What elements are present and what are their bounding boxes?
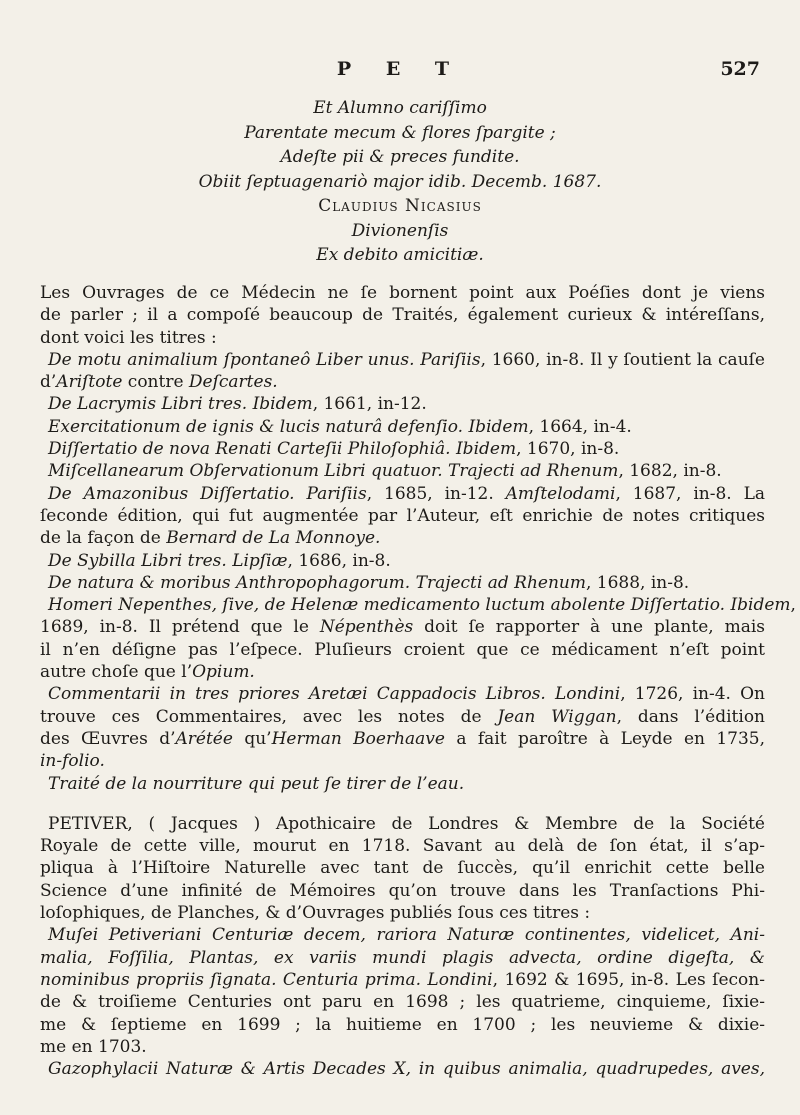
text-span: des Œuvres d’	[40, 728, 176, 749]
entry-title: Commentarii in tres priores Aretæi Cappadocis Libros. Londini	[48, 684, 621, 705]
text-span: d’	[40, 372, 57, 393]
text-line	[40, 661, 765, 683]
running-head: P E T	[336, 58, 464, 80]
bibliography-entry	[40, 349, 765, 371]
entry-details: , 1687, in-8. La	[615, 483, 765, 504]
text-line: loſophiques, de Planches, & d’Ouvrages publiés ſous ces titres :	[40, 903, 591, 924]
text-line: Gazophylacii Naturæ & Artis Decades X, in quibus animalia, quadrupedes, aves,	[48, 1059, 765, 1080]
entry-title: nominibus propriis ſignata. Centuria prima. Londini	[40, 969, 493, 990]
bibliography-entry	[40, 460, 765, 482]
epitaph-line: Obiit ſeptuagenariò major idib. Decemb. 1687.	[198, 171, 602, 192]
text-span: qu’	[232, 728, 272, 749]
text-line: Science d’une infinité de Mémoires qu’on trouve dans les Tranſactions Phi-	[40, 880, 765, 901]
term: Népenthès	[319, 617, 414, 638]
text-line: Royale de cette ville, mourut en 1718. Savant au delà de ſon état, il s’ap-	[40, 836, 765, 857]
paragraph-gap	[40, 795, 765, 813]
entry-title: Homeri Nepenthes, ſive, de Helenæ medicamento luctum abolente Diſſertatio. Ibidem	[48, 595, 791, 616]
entry-title: De natura & moribus Anthropophagorum. Trajecti ad Rhenum	[48, 572, 586, 593]
epitaph-block	[40, 96, 760, 268]
bibliography-entry	[40, 393, 765, 415]
person-name: Arétée	[175, 728, 233, 749]
epitaph-line: Parentate mecum & flores ſpargite ;	[244, 122, 556, 143]
entry-headword: PETIVER	[48, 813, 128, 834]
entry-title: Exercitationum de ignis & lucis naturâ defenſio. Ibidem	[48, 416, 529, 437]
epitaph-author: Claudius Nicasius	[318, 196, 482, 216]
entry-details: , 1660, in-8. Il y ſoutient la cauſe	[480, 349, 765, 370]
bibliography-entry	[40, 683, 765, 705]
text-span: , ( Jacques ) Apothicaire de Londres & Membre de la Société	[127, 813, 765, 834]
text-line	[40, 706, 765, 728]
text-line	[40, 969, 765, 991]
text-span: contre	[122, 372, 189, 393]
text-span: trouve ces Commentaires, avec les notes de	[40, 706, 498, 727]
person-name: Deſcartes.	[188, 372, 278, 393]
entry-details: , 1726, in-4. On	[620, 684, 765, 705]
text-line	[40, 527, 765, 549]
text-line: pliqua à l’Hiſtoire Naturelle avec tant de ſuccès, qu’il enrichit cette belle	[40, 858, 765, 879]
epitaph-line: Ex debito amicitiæ.	[316, 245, 484, 265]
entry-details: , 1686, in-8.	[287, 550, 391, 571]
text-span: doit ſe rapporter à une plante, mais	[413, 617, 765, 638]
entry-details: , 1661, in-12.	[312, 394, 427, 415]
entry-details: , 1688, in-8.	[585, 572, 690, 593]
person-name: Jean Wiggan	[497, 706, 617, 727]
entry-details: , 1682, in-8.	[618, 461, 722, 482]
epitaph-line: Et Alumno cariſſimo	[313, 98, 487, 118]
page-number: 527	[720, 58, 760, 80]
person-name: Bernard de La Monnoye.	[166, 528, 381, 549]
bibliography-entry	[40, 416, 765, 438]
entry-details: ,	[790, 595, 796, 616]
person-name: Herman Boerhaave	[271, 728, 445, 749]
text-line: in-folio.	[40, 751, 105, 772]
entry-place: Pariſiis	[420, 349, 481, 370]
term: Opium.	[192, 662, 255, 683]
text-line	[40, 371, 765, 393]
entry-title: De Amazonibus Diſſertatio. Pariſiis	[48, 483, 367, 504]
entry-details: , 1664, in-4.	[528, 416, 632, 437]
text-span: de la façon de	[40, 528, 167, 549]
text-line	[40, 728, 765, 750]
text-line: Les Ouvrages de ce Médecin ne ſe bornent point aux Poéſies dont je viens	[40, 283, 765, 303]
epitaph-line: Divionenſis	[351, 220, 449, 241]
text-span: 1689, in-8. Il prétend que le	[40, 617, 320, 638]
text-line: de & troiſieme Centuries ont paru en 1698 ; les quatrieme, cinquieme, ſixie-	[40, 992, 765, 1013]
text-line: de parler ; il a compoſé beaucoup de Traités, également curieux & intéreſſans,	[40, 305, 765, 326]
body-text	[40, 282, 796, 1080]
entry-place: Amſtelodami	[505, 483, 616, 504]
person-name: Ariſtote	[56, 372, 123, 393]
bibliography-entry	[40, 483, 765, 505]
entry-title: De Lacrymis Libri tres. Ibidem	[48, 394, 313, 415]
text-line	[40, 813, 765, 835]
text-line: dont voici les titres :	[40, 327, 217, 348]
text-span: autre choſe que l’	[40, 662, 193, 683]
bibliography-entry	[40, 438, 765, 460]
entry-details: , 1685, in-12.	[366, 483, 506, 504]
text-line: il n’en déſigne pas l’eſpece. Pluſieurs croient que ce médicament n’eſt point	[40, 639, 765, 660]
text-line: me & ſeptieme en 1699 ; la huitieme en 1700 ; les neuvieme & dixie-	[40, 1014, 765, 1035]
bibliography-entry	[40, 550, 765, 572]
text-line: ſeconde édition, qui fut augmentée par l’Auteur, eſt enrichie de notes critiques	[40, 505, 765, 526]
entry-title: De Sybilla Libri tres. Lipſiæ	[48, 550, 288, 571]
text-span: , dans l’édition	[616, 706, 765, 727]
text-line: malia, Foſſilia, Plantas, ex variis mundi plagis advecta, ordine digeſta, &	[40, 947, 765, 968]
bibliography-entry	[40, 572, 765, 594]
entry-details: , 1670, in-8.	[516, 439, 620, 460]
entry-title: De motu animalium ſpontaneô Liber unus.	[48, 349, 415, 370]
text-line: me en 1703.	[40, 1036, 147, 1057]
text-line	[40, 616, 765, 638]
epitaph-line: Adeſte pii & preces fundite.	[280, 147, 520, 167]
entry-details: , 1692 & 1695, in-8. Les ſecon-	[492, 969, 765, 990]
bibliography-entry	[40, 594, 796, 616]
entry-title: Miſcellanearum Obſervationum Libri quatuor. Trajecti ad Rhenum	[48, 461, 619, 482]
text-span: a fait paroître à Leyde en 1735,	[444, 728, 766, 749]
page-header	[40, 58, 760, 88]
entry-title: Diſſertatio de nova Renati Carteſii Philoſophiâ. Ibidem	[48, 439, 517, 460]
text-line: Muſei Petiveriani Centuriæ decem, rariora Naturæ continentes, videlicet, Ani-	[48, 925, 765, 946]
bibliography-entry: Traité de la nourriture qui peut ſe tirer de l’eau.	[48, 773, 465, 794]
